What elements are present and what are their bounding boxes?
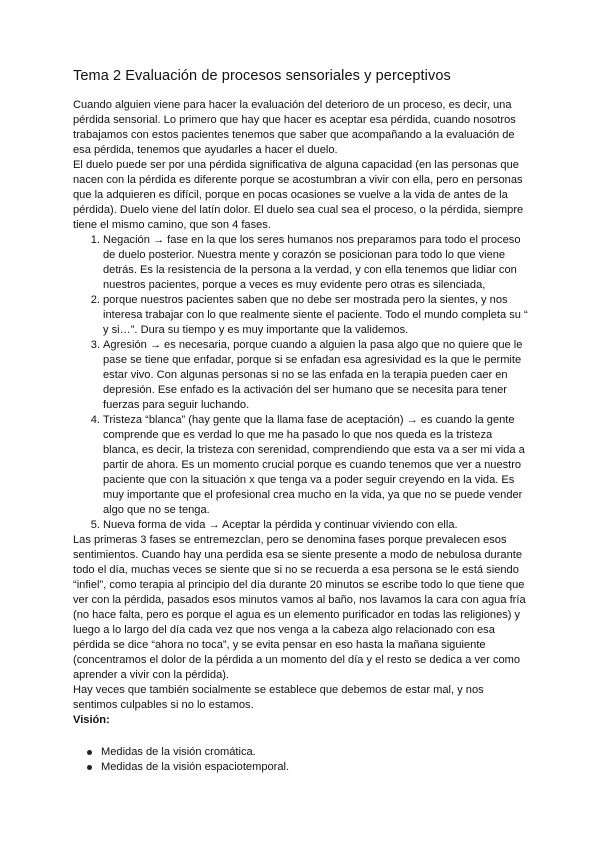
intro-paragraph: Cuando alguien viene para hacer la evaluación del deterioro de un proceso, es decir, una pérdida sensorial. Lo primero que hay que hacer es aceptar esa pérdida, cuando nosotros trabajamos con estos pacientes tenemos que saber que acompañando a la evaluación de esa pérdida, tenemos que ayudarles a hacer el duelo.	[73, 99, 516, 156]
vision-bullet-list	[73, 745, 530, 775]
phases-mixing-paragraph: Las primeras 3 fases se entremezclan, pero se denomina fases porque prevalecen esos sentimientos. Cuando hay una perdida esa se siente presente a modo de nebulosa durante todo el día, muchas veces se siente que si no se recuerda a esa persona se le está siendo “infiel”, como terapia al principio del día durante 20 minutos se escribe todo lo que tiene que ver con la pérdida, pasados esos minutos vamos al baño, nos lavamos la cara con agua fría (no hace falta, pero es porque el agua es un elemento purificador en todas las religiones) y luego a lo largo del día cada vez que nos venga a la cabeza algo relacionado con esa pérdida se dice “ahora no toca”, y se evita pensar en eso hasta la mañana siguiente (concentramos el dolor de la pérdida a un momento del día y el resto se dedica a ver como aprender a vivir con la pérdida).	[73, 534, 526, 681]
list-item: Medidas de la visión espaciotemporal.	[101, 760, 530, 775]
bullet-icon	[87, 750, 92, 755]
social-paragraph: Hay veces que también socialmente se establece que debemos de estar mal, y nos sentimos culpables si no lo estamos.	[73, 684, 484, 711]
list-item: 4. Tristeza “blanca” (hay gente que la llama fase de aceptación) → es cuando la gente comprende que es verdad lo que me ha pasado lo que nos queda es la tristeza blanca, es decir, la tristeza con serenidad, comprendiendo que esta va a ser mi vida a partir de ahora. Es un momento crucial porque es cuando tenemos que ver a nuestro paciente que con la situación x que tenga va a poder seguir creyendo en la vida. Es muy importante que el profesional crea mucho en la vida, ya que no se puede vender algo que no se tenga.	[90, 414, 525, 516]
document-title: Tema 2 Evaluación de procesos sensoriales y perceptivos	[73, 68, 451, 84]
list-item: 1. Negación → fase en la que los seres humanos nos preparamos para todo el proceso de duelo posterior. Nuestra mente y corazón se posicionan para todo lo que viene detrás. Es la resistencia de la persona a la verdad, y con ella tenemos que lidiar con nuestros pacientes, porque a veces es muy evidente pero otras es silenciada,	[90, 234, 521, 291]
section-heading: Visión:	[73, 714, 110, 726]
list-item: 2. porque nuestros pacientes saben que no debe ser mostrada pero la sientes, y nos interesa trabajar con lo que realmente siente el paciente. Todo el mundo completa su “ y si…”. Dura su tiempo y es muy importante que la validemos.	[90, 294, 528, 336]
list-item: Medidas de la visión cromática.	[101, 745, 530, 760]
list-item: 3. Agresión → es necesaria, porque cuando a alguien la pasa algo que no quiere que le pase se tiene que enfadar, porque si se enfadan esa agresividad es la que le permite estar vivo. Con algunas personas si no se las enfada en la terapia pueden caer en depresión. Ese enfado es la activación del ser humano que se necesita para tener fuerzas para seguir luchando.	[90, 339, 523, 411]
grief-phases-list	[73, 233, 530, 533]
grief-paragraph: El duelo puede ser por una pérdida significativa de alguna capacidad (en las personas que nacen con la pérdida es diferente porque se acostumbran a vivir con ella, pero en personas que la adquieren es difícil, porque en pocas ocasiones se vuelve a la vida de antes de la pérdida). Duelo viene del latín dolor. El duelo sea cual sea el proceso, o la pérdida, siempre tiene el mismo camino, que son 4 fases.	[73, 159, 524, 231]
bullet-icon	[87, 765, 92, 770]
list-item: 5. Nueva forma de vida → Aceptar la pérdida y continuar viviendo con ella.	[90, 519, 458, 531]
